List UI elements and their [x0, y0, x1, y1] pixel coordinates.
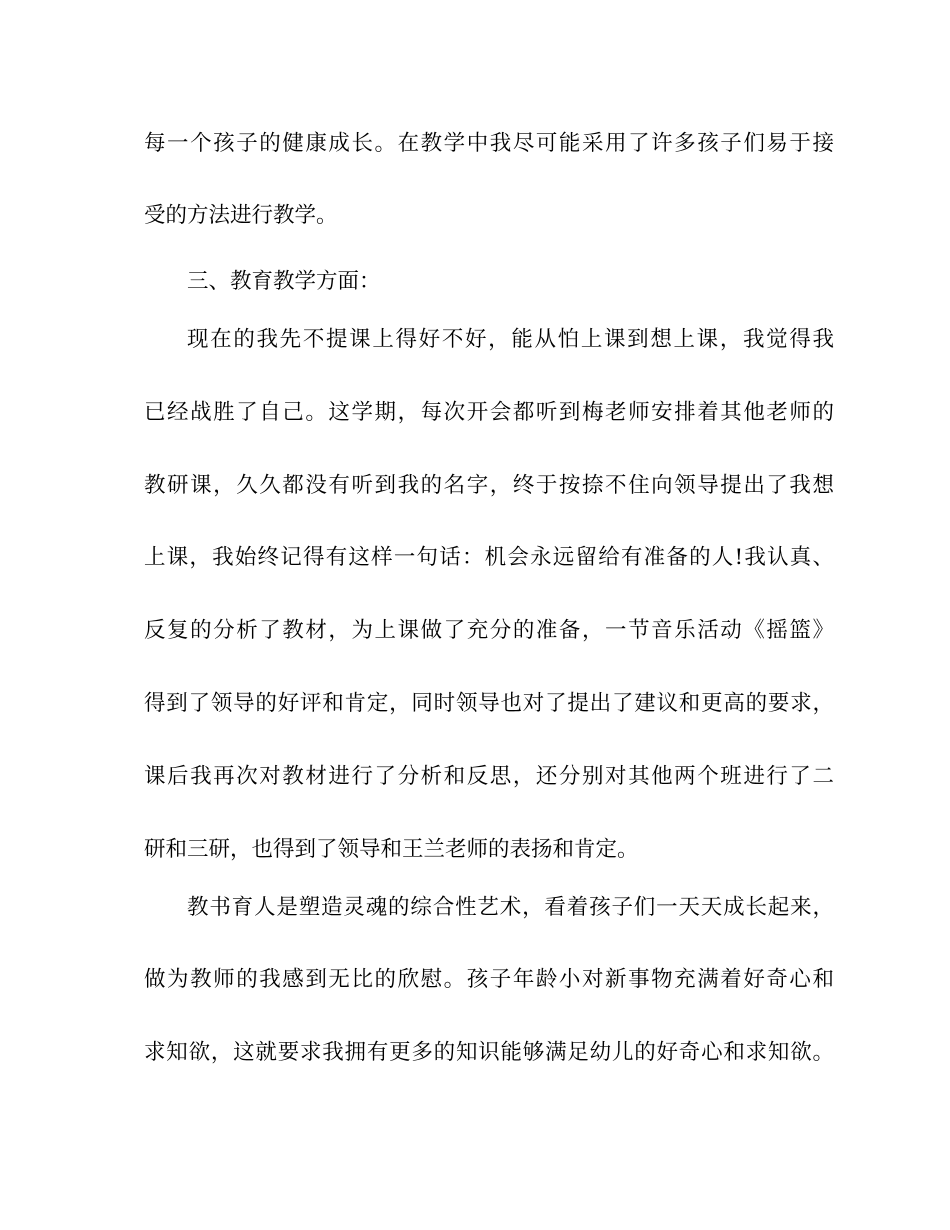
section-heading: 三、教育教学方面： — [187, 269, 381, 294]
text-line: 研和三研，也得到了领导和王兰老师的表扬和肯定。 — [144, 837, 639, 862]
text-line: 现在的我先不提课上得好不好，能从怕上课到想上课，我觉得我 — [187, 327, 834, 352]
text-line: 已经战胜了自己。这学期，每次开会都听到梅老师安排着其他老师的 — [144, 400, 834, 425]
text-line: 每一个孩子的健康成长。在教学中我尽可能采用了许多孩子们易于接 — [144, 131, 834, 156]
text-line: 做为教师的我感到无比的欣慰。孩子年龄小对新事物充满着好奇心和 — [144, 967, 834, 992]
text-line: 上课，我始终记得有这样一句话：机会永远留给有准备的人!我认真、 — [144, 545, 834, 570]
text-line: 教研课，久久都没有听到我的名字，终于按捺不住向领导提出了我想 — [144, 473, 834, 498]
text-line: 受的方法进行教学。 — [144, 203, 338, 228]
text-line: 反复的分析了教材，为上课做了充分的准备，一节音乐活动《摇篮》 — [144, 618, 834, 643]
text-line: 教书育人是塑造灵魂的综合性艺术，看着孩子们一天天成长起来， — [187, 895, 834, 920]
text-line: 求知欲，这就要求我拥有更多的知识能够满足幼儿的好奇心和求知欲。 — [144, 1040, 834, 1065]
text-line: 得到了领导的好评和肯定，同时领导也对了提出了建议和更高的要求， — [144, 691, 834, 716]
text-line: 课后我再次对教材进行了分析和反思，还分别对其他两个班进行了二 — [144, 764, 834, 789]
